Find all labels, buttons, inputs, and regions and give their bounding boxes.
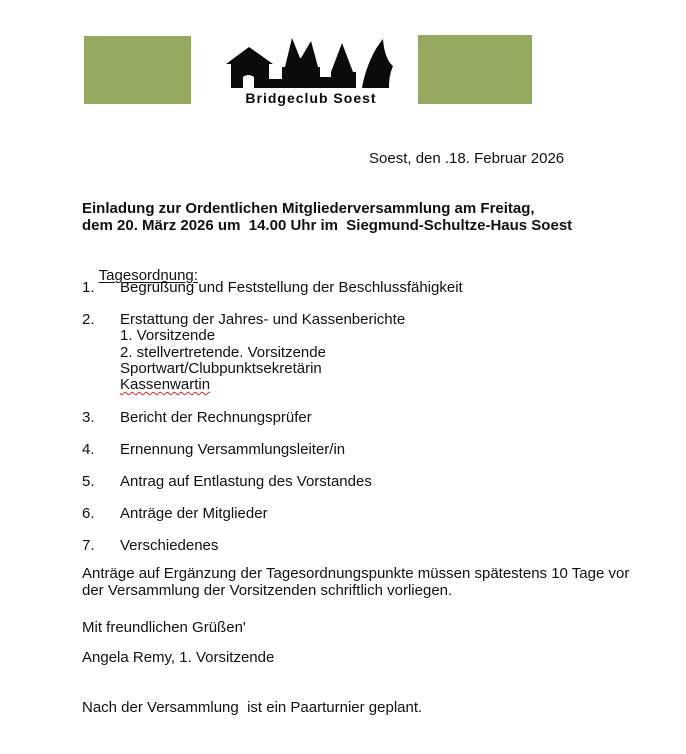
agenda-item-text: Antrag auf Entlastung des Vorstandes bbox=[120, 473, 372, 490]
deadline-note bbox=[82, 565, 629, 599]
soest-skyline-icon bbox=[224, 33, 398, 90]
deadline-note-line1: Anträge auf Ergänzung der Tagesordnungspunkte müssen spätestens 10 Tage vor bbox=[82, 565, 630, 582]
agenda-item-number: 2. bbox=[82, 311, 95, 328]
agenda-item-number: 5. bbox=[82, 473, 95, 490]
agenda-subline: Sportwart/Clubpunktsekretärin bbox=[120, 359, 322, 377]
agenda-item-text: Anträge der Mitglieder bbox=[120, 505, 268, 522]
agenda-item-6 bbox=[82, 506, 268, 522]
agenda-item-text: Erstattung der Jahres- und Kassenberichte bbox=[120, 311, 406, 328]
letterhead-left-green-block bbox=[84, 36, 191, 104]
agenda-item-text-block bbox=[120, 312, 405, 393]
agenda-item-number: 6. bbox=[82, 505, 95, 522]
logo-text: Bridgeclub Soest bbox=[245, 90, 377, 106]
agenda-item-number: 1. bbox=[82, 279, 95, 296]
invitation-heading-line2: dem 20. März 2026 um 14.00 Uhr im Siegmund-Schultze-Haus Soest bbox=[82, 217, 573, 234]
agenda-item-7 bbox=[82, 538, 218, 554]
agenda-item-number: 7. bbox=[82, 537, 95, 554]
agenda-item-number: 3. bbox=[82, 409, 95, 426]
agenda-item-4 bbox=[82, 442, 345, 458]
agenda-item-text: Ernennung Versammlungsleiter/in bbox=[120, 441, 346, 458]
agenda-item-text: Verschiedenes bbox=[120, 537, 219, 554]
agenda-item-number: 4. bbox=[82, 441, 95, 458]
agenda-item-2 bbox=[82, 312, 405, 393]
invitation-heading bbox=[82, 200, 572, 234]
signature-line: Angela Remy, 1. Vorsitzende bbox=[82, 649, 275, 666]
dateline: Soest, den .18. Februar 2026 bbox=[369, 150, 565, 167]
invitation-heading-line1: Einladung zur Ordentlichen Mitgliederversammlung am Freitag, bbox=[82, 200, 535, 217]
deadline-note-line2: der Versammlung der Vorsitzenden schriftlich vorliegen. bbox=[82, 582, 453, 599]
agenda-subline: 1. Vorsitzende bbox=[120, 327, 216, 345]
agenda-item-text: Begrüßung und Feststellung der Beschlussfähigkeit bbox=[120, 279, 463, 296]
agenda-item-5 bbox=[82, 474, 372, 490]
agenda-subline: 2. stellvertretende. Vorsitzende bbox=[120, 343, 326, 361]
agenda-subline-misspelled: Kassenwartin bbox=[120, 376, 211, 394]
club-logo bbox=[224, 33, 398, 106]
letterhead-right-green-block bbox=[418, 35, 532, 104]
agenda-title-text: Tagesordnung: bbox=[98, 267, 198, 284]
agenda-item-1 bbox=[82, 280, 463, 296]
postscript-line: Nach der Versammlung ist ein Paarturnier geplant. bbox=[82, 699, 423, 716]
closing-salutation: Mit freundlichen Grüßen' bbox=[82, 619, 246, 636]
agenda-item-3 bbox=[82, 410, 312, 426]
agenda-item-text: Bericht der Rechnungsprüfer bbox=[120, 409, 312, 426]
